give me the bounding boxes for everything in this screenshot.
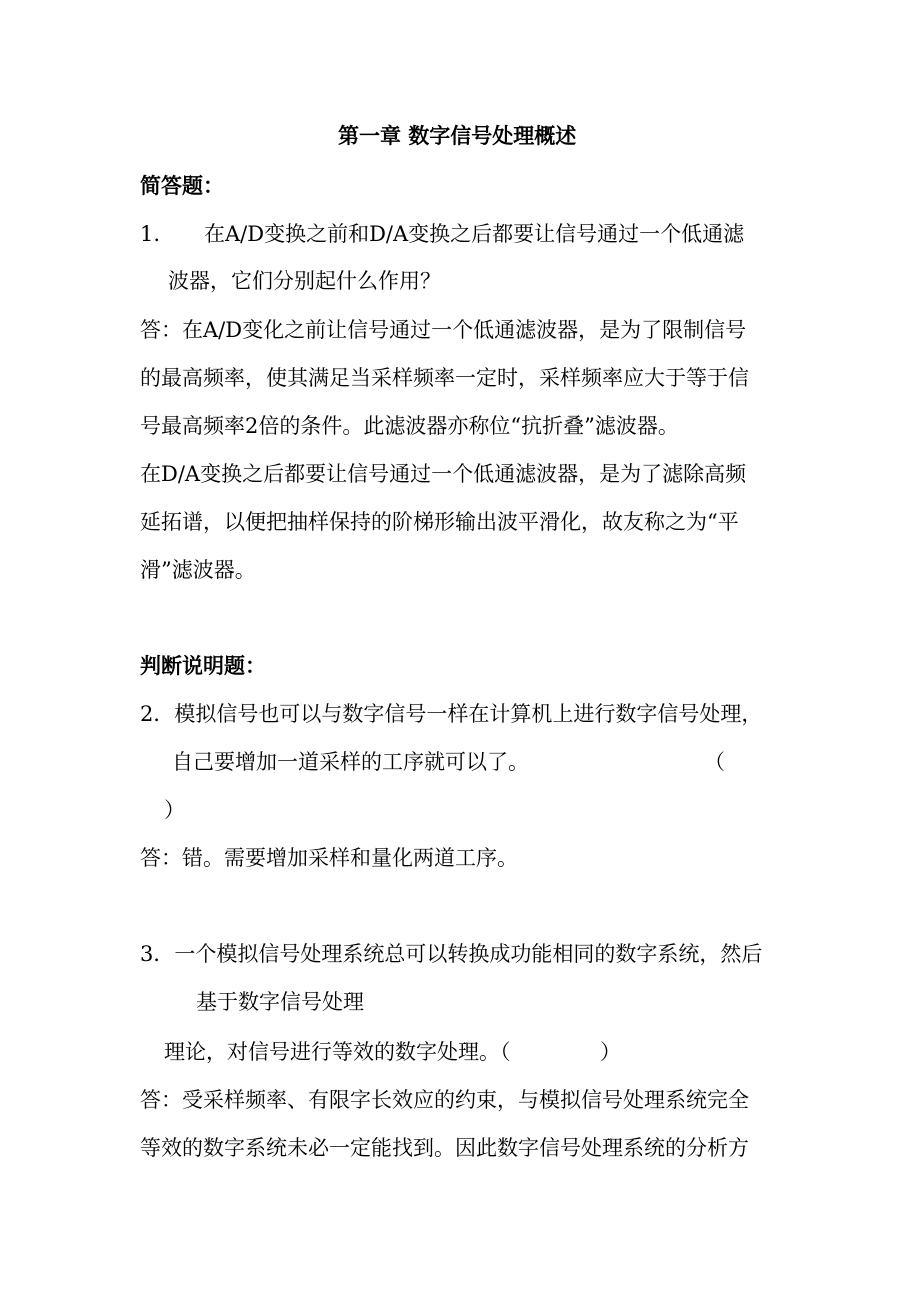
- q1-answer-line: 滑”滤波器。: [140, 558, 256, 582]
- q2-line1: 2．模拟信号也可以与数字信号一样在计算机上进行数字信号处理，: [140, 702, 763, 726]
- q2-paren-open: （: [704, 750, 725, 774]
- q2-line2: 自己要增加一道采样的工序就可以了。: [172, 750, 529, 774]
- q1-answer-line: 在D/A变换之后都要让信号通过一个低通滤波器，是为了滤除高频: [140, 462, 747, 486]
- q2-paren-close: ）: [164, 798, 185, 822]
- short-answer-heading: 简答题：: [140, 174, 224, 198]
- q1-line2: 波器，它们分别起什么作用？: [168, 269, 441, 293]
- q3-answer-line: 等效的数字系统未必一定能找到。因此数字信号处理系统的分析方: [140, 1136, 749, 1160]
- q3-line3: 理论，对信号进行等效的数字处理。（: [164, 1040, 511, 1064]
- q1-number: 1.: [140, 222, 161, 246]
- q1-answer-line: 答：在A/D变化之前让信号通过一个低通滤波器，是为了限制信号: [140, 318, 747, 342]
- q1-answer-line: 号最高频率2倍的条件。此滤波器亦称位“抗折叠”滤波器。: [140, 414, 679, 438]
- q2-answer: 答：错。需要增加采样和量化两道工序。: [140, 846, 518, 870]
- q1-answer-line: 的最高频率，使其满足当采样频率一定时，采样频率应大于等于信: [140, 366, 749, 390]
- q1-answer-line: 延拓谱，以便把抽样保持的阶梯形输出波平滑化，故友称之为“平: [140, 510, 739, 534]
- q3-line1: 3．一个模拟信号处理系统总可以转换成功能相同的数字系统，然后: [140, 942, 763, 966]
- chapter-title: 第一章 数字信号处理概述: [338, 124, 577, 148]
- judgement-heading: 判断说明题：: [140, 654, 266, 678]
- q3-line2: 基于数字信号处理: [196, 990, 364, 1014]
- q1-line1: 在A/D变换之前和D/A变换之后都要让信号通过一个低通滤: [204, 222, 745, 246]
- q3-answer-line: 答：受采样频率、有限字长效应的约束，与模拟信号处理系统完全: [140, 1088, 749, 1112]
- q3-line3-close: ）: [600, 1040, 621, 1064]
